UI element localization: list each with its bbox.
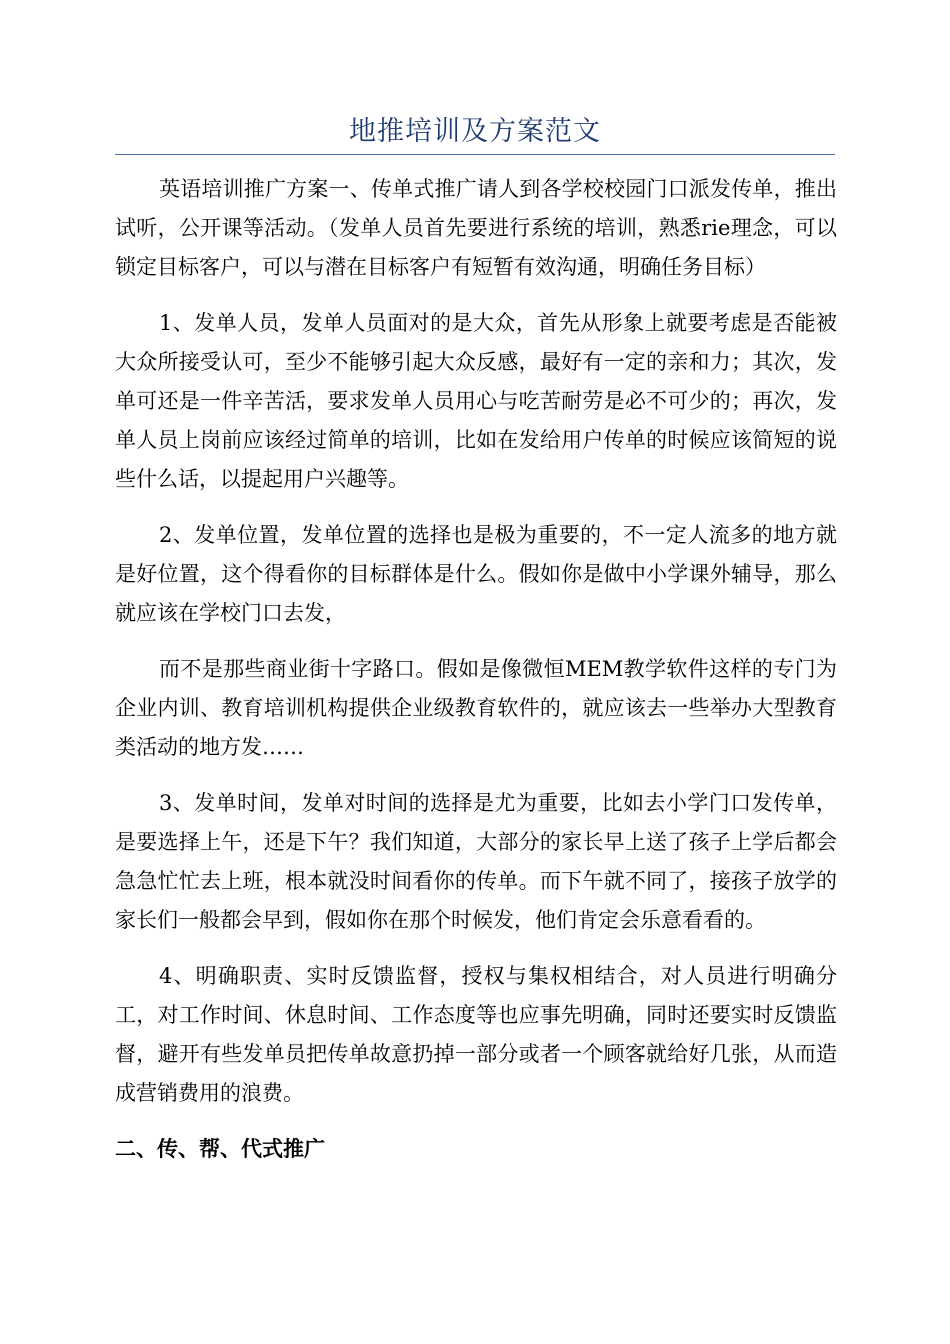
section-heading: 二、传、帮、代式推广 — [115, 1137, 325, 1161]
paragraph-2-continued: 而不是那些商业街十字路口。假如是像微恒MEM教学软件这样的专门为企业内训、教育培训机构提供企业级教育软件的，就应该去一些举办大型教育类活动的地方发…… — [115, 657, 837, 759]
document-body — [115, 170, 837, 1169]
paragraph-intro: 英语培训推广方案一、传单式推广请人到各学校校园门口派发传单，推出试听，公开课等活动。（发单人员首先要进行系统的培训，熟悉rie理念，可以锁定目标客户，可以与潜在目标客户有短暂有效沟通，明确任务目标） — [115, 177, 837, 279]
paragraph-3-timing: 3、发单时间，发单对时间的选择是尤为重要，比如去小学门口发传单，是要选择上午，还是下午？我们知道，大部分的家长早上送了孩子上学后都会急急忙忙去上班，根本就没时间看你的传单。而下午就不同了，接孩子放学的家长们一般都会早到，假如你在那个时候发，他们肯定会乐意看看的。 — [115, 791, 837, 932]
paragraph-4-responsibility: 4、明确职责、实时反馈监督，授权与集权相结合，对人员进行明确分工，对工作时间、休息时间、工作态度等也应事先明确，同时还要实时反馈监督，避开有些发单员把传单故意扔掉一部分或者一个顾客就给好几张，从而造成营销费用的浪费。 — [115, 964, 837, 1105]
paragraph-2-location: 2、发单位置，发单位置的选择也是极为重要的，不一定人流多的地方就是好位置，这个得看你的目标群体是什么。假如你是做中小学课外辅导，那么就应该在学校门口去发， — [115, 523, 837, 625]
paragraph-1-staff: 1、发单人员，发单人员面对的是大众，首先从形象上就要考虑是否能被大众所接受认可，至少不能够引起大众反感，最好有一定的亲和力；其次，发单可还是一件辛苦活，要求发单人员用心与吃苦耐劳是必不可少的；再次，发单人员上岗前应该经过简单的培训，比如在发给用户传单的时候应该简短的说些什么话，以提起用户兴趣等。 — [115, 311, 837, 491]
title-underline — [115, 154, 835, 155]
page-title: 地推培训及方案范文 — [349, 116, 601, 147]
